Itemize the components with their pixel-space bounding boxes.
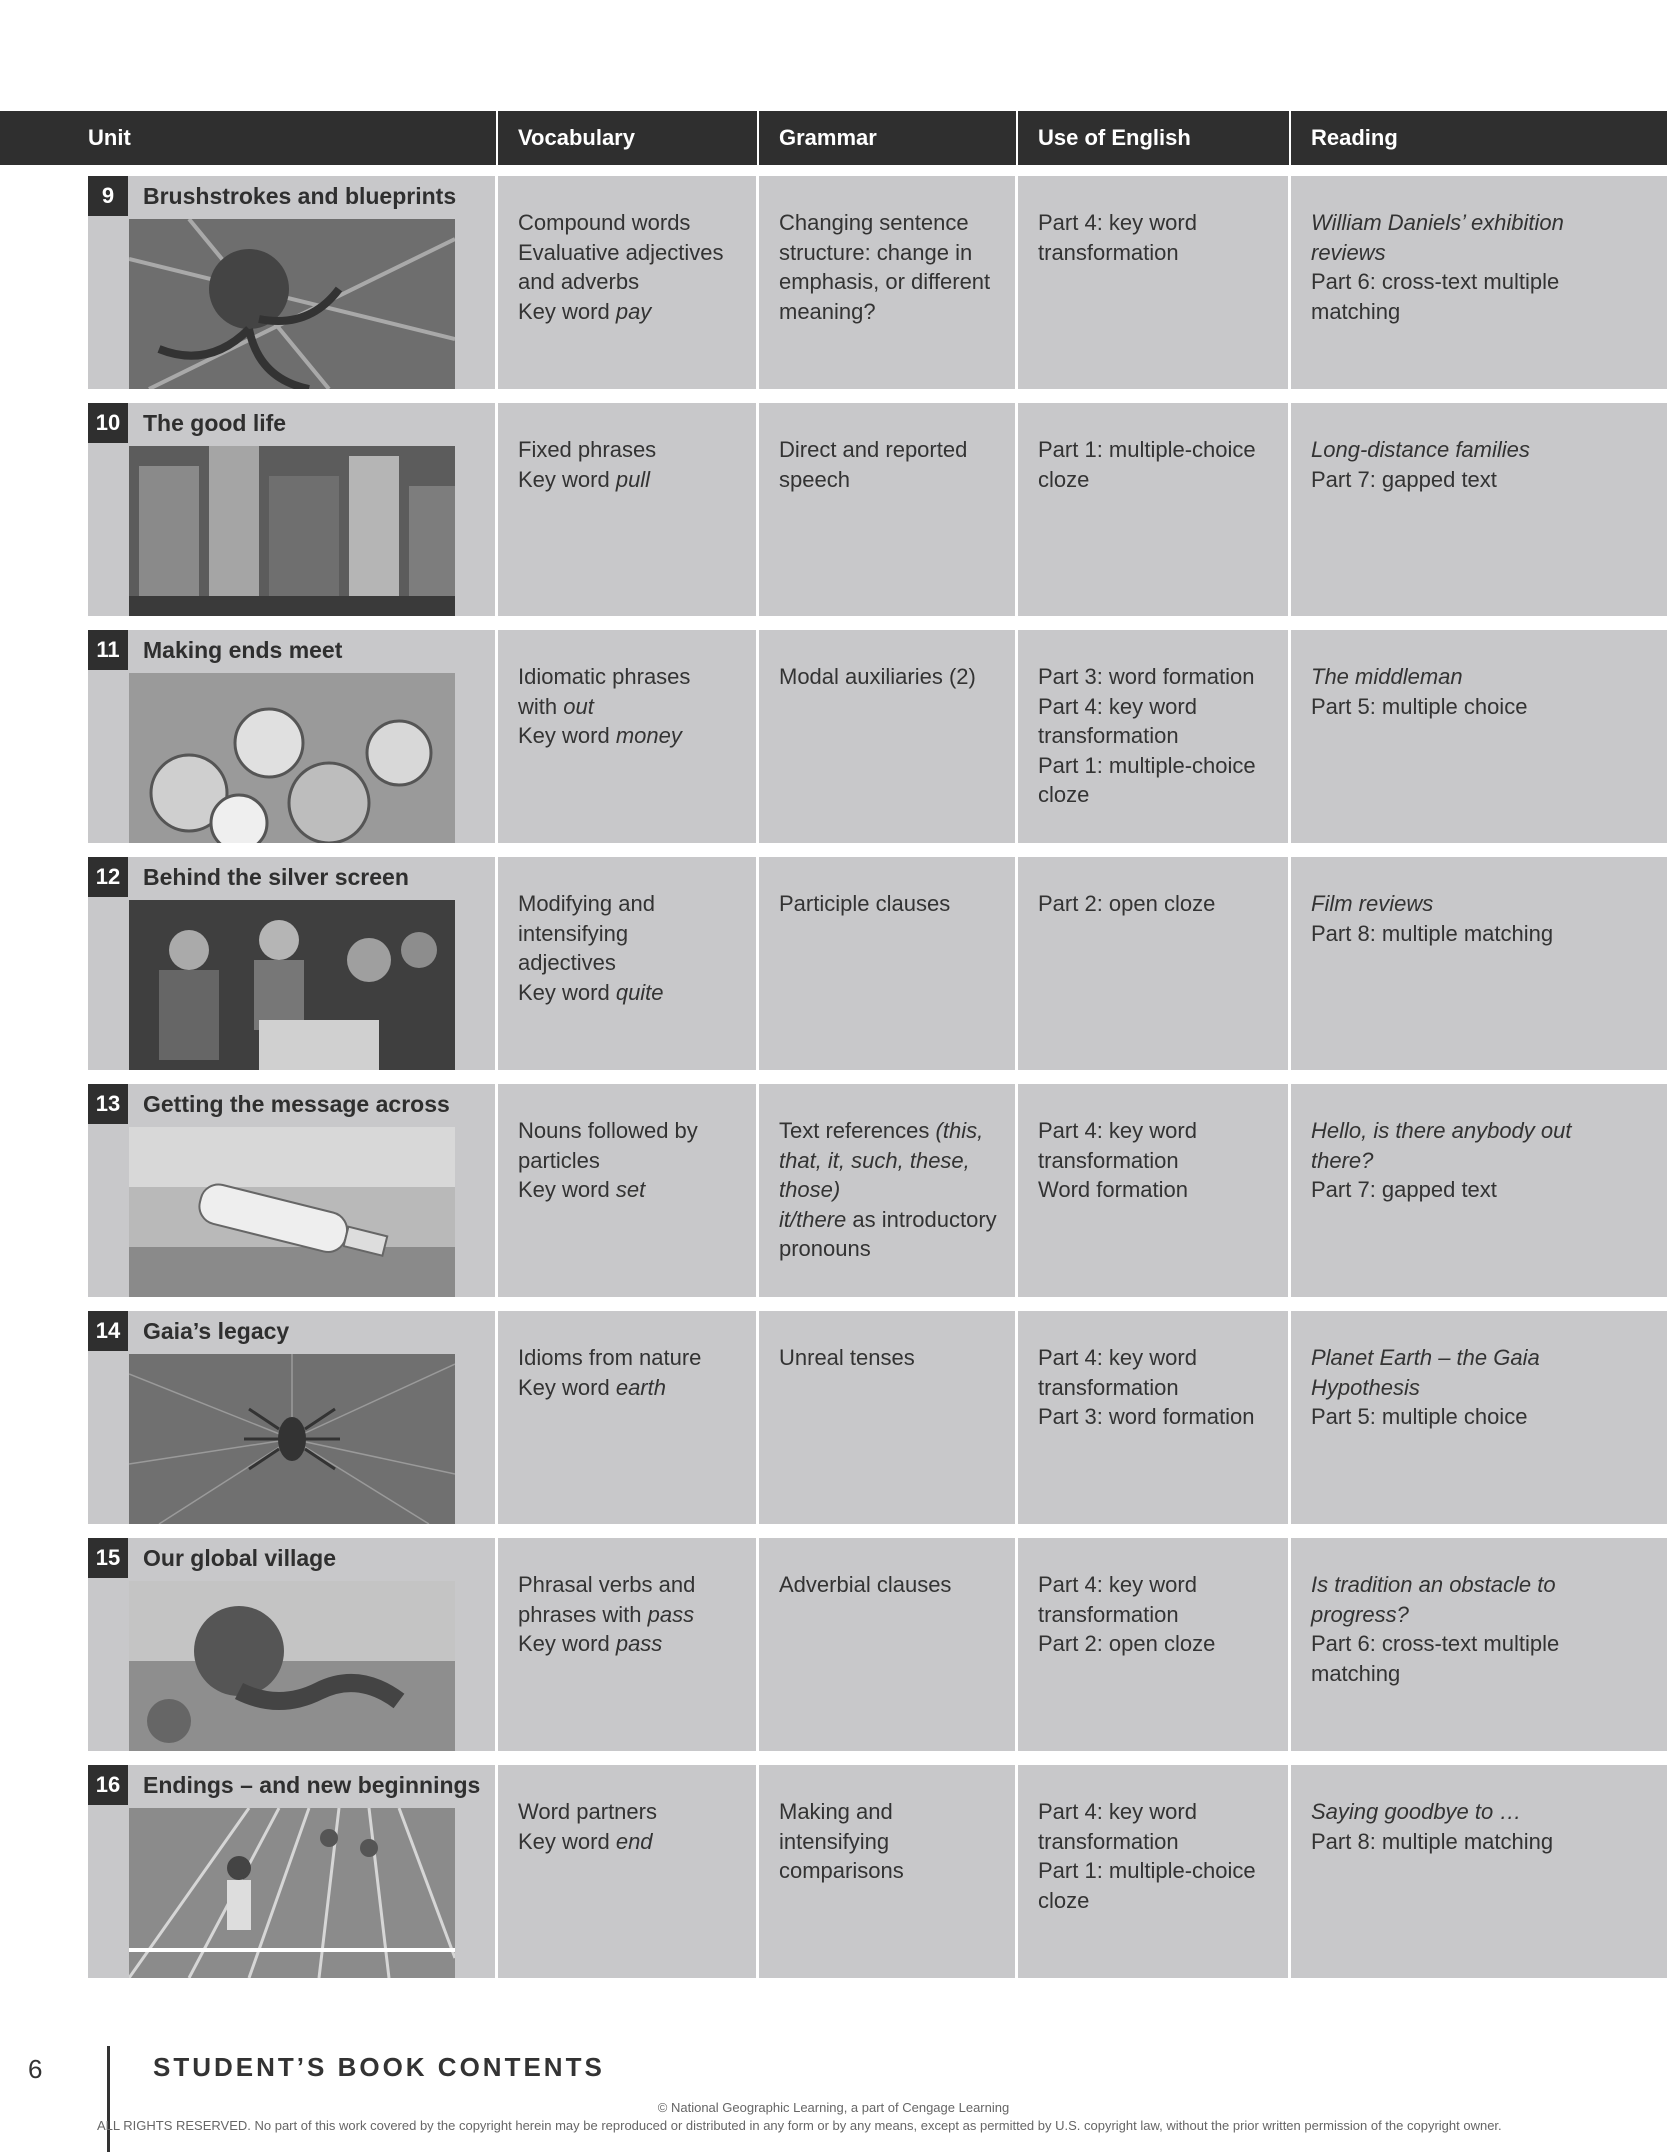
unit-photo bbox=[129, 1354, 455, 1524]
vocabulary-cell bbox=[498, 1765, 756, 1978]
vocabulary-cell bbox=[498, 630, 756, 843]
gram-line: Making and bbox=[779, 1799, 893, 1824]
read-line: Planet Earth – the Gaia bbox=[1311, 1345, 1540, 1370]
unit-title: Gaia’s legacy bbox=[143, 1318, 290, 1344]
copyright-line-1: © National Geographic Learning, a part of Cengage Learning bbox=[657, 2100, 1010, 2115]
use-of-english-cell bbox=[1018, 403, 1288, 616]
use-of-english-cell bbox=[1018, 176, 1288, 389]
voc-line: Idioms from nature bbox=[518, 1345, 702, 1370]
voc-line: Fixed phrases bbox=[518, 437, 657, 462]
voc-line: Key word end bbox=[518, 1828, 653, 1854]
use-line: Part 4: key word bbox=[1038, 1345, 1197, 1370]
use-of-english-cell bbox=[1018, 1311, 1288, 1524]
use-line: Part 4: key word bbox=[1038, 1572, 1197, 1597]
unit-title: The good life bbox=[143, 410, 287, 436]
use-line: transformation bbox=[1038, 1147, 1179, 1173]
table-row bbox=[0, 1084, 1667, 1297]
use-of-english-cell bbox=[1018, 630, 1288, 843]
reading-cell bbox=[1291, 1538, 1667, 1751]
reading-cell bbox=[1291, 403, 1667, 616]
use-line: transformation bbox=[1038, 723, 1179, 748]
voc-line: Word partners bbox=[518, 1799, 657, 1824]
voc-line: Evaluative adjectives bbox=[518, 239, 724, 265]
voc-line: Key word pay bbox=[518, 298, 652, 324]
read-line: there? bbox=[1311, 1147, 1374, 1173]
gram-line: that, it, such, these, bbox=[779, 1147, 970, 1173]
unit-photo bbox=[129, 900, 455, 1070]
unit-cell bbox=[88, 1538, 495, 1751]
unit-number: 12 bbox=[88, 857, 128, 897]
header-reading: Reading bbox=[1289, 111, 1667, 165]
read-line: The middleman bbox=[1311, 664, 1463, 689]
voc-line: Idiomatic phrases bbox=[518, 664, 691, 689]
read-line: Part 7: gapped text bbox=[1311, 466, 1497, 492]
section-title: STUDENT’S BOOK CONTENTS bbox=[153, 2052, 605, 2082]
unit-title: Brushstrokes and blueprints bbox=[143, 183, 457, 209]
gram-line: those) bbox=[779, 1177, 841, 1202]
use-of-english-cell bbox=[1018, 1538, 1288, 1751]
voc-line: Key word money bbox=[518, 723, 682, 748]
vocabulary-cell bbox=[498, 1538, 756, 1751]
use-line: transformation bbox=[1038, 239, 1179, 265]
unit-title: Getting the message across bbox=[143, 1091, 450, 1117]
unit-title: Behind the silver screen bbox=[143, 864, 409, 890]
unit-title: Endings – and new beginnings bbox=[143, 1772, 481, 1798]
read-line: matching bbox=[1311, 298, 1401, 324]
voc-line: intensifying bbox=[518, 920, 629, 946]
vocabulary-cell bbox=[498, 1084, 756, 1297]
use-line: Part 2: open cloze bbox=[1038, 1631, 1216, 1656]
reading-cell bbox=[1291, 630, 1667, 843]
unit-number: 11 bbox=[88, 630, 128, 670]
use-line: Word formation bbox=[1038, 1177, 1188, 1202]
use-line: Part 4: key word bbox=[1038, 693, 1197, 719]
use-line: Part 4: key word bbox=[1038, 1799, 1197, 1824]
unit-photo bbox=[129, 446, 455, 616]
read-line: Film reviews bbox=[1311, 891, 1434, 916]
unit-title: Our global village bbox=[143, 1545, 336, 1571]
use-line: Part 1: multiple-choice bbox=[1038, 437, 1256, 462]
grammar-cell bbox=[759, 630, 1015, 843]
use-line: Part 4: key word bbox=[1038, 1118, 1197, 1143]
table-header bbox=[0, 111, 1667, 165]
vocabulary-cell bbox=[498, 857, 756, 1070]
read-line: Is tradition an obstacle to bbox=[1311, 1572, 1556, 1597]
read-line: Hypothesis bbox=[1311, 1374, 1420, 1400]
unit-number: 16 bbox=[88, 1765, 128, 1805]
unit-cell bbox=[88, 1765, 495, 1978]
voc-line: Key word pull bbox=[518, 466, 651, 492]
gram-line: Unreal tenses bbox=[779, 1345, 915, 1370]
voc-line: Modifying and bbox=[518, 891, 655, 916]
vocabulary-cell bbox=[498, 1311, 756, 1524]
unit-cell bbox=[88, 630, 495, 843]
read-line: Hello, is there anybody out bbox=[1311, 1118, 1572, 1143]
reading-cell bbox=[1291, 1084, 1667, 1297]
page-number: 6 bbox=[28, 2054, 43, 2084]
use-of-english-cell bbox=[1018, 1765, 1288, 1978]
read-line: progress? bbox=[1311, 1601, 1409, 1627]
gram-line: comparisons bbox=[779, 1858, 904, 1883]
grammar-cell bbox=[759, 176, 1015, 389]
table-row bbox=[0, 1765, 1667, 1978]
use-line: transformation bbox=[1038, 1828, 1179, 1854]
voc-line: Key word pass bbox=[518, 1631, 663, 1656]
voc-line: Key word quite bbox=[518, 979, 664, 1005]
table-row bbox=[0, 1311, 1667, 1524]
read-line: reviews bbox=[1311, 239, 1386, 265]
unit-number: 14 bbox=[88, 1311, 128, 1351]
unit-cell bbox=[88, 403, 495, 616]
table-row bbox=[0, 630, 1667, 843]
gram-line: intensifying bbox=[779, 1828, 890, 1854]
voc-line: Key word set bbox=[518, 1177, 646, 1202]
grammar-cell bbox=[759, 403, 1015, 616]
voc-line: with out bbox=[518, 693, 594, 719]
gram-line: meaning? bbox=[779, 298, 876, 324]
use-line: Part 1: multiple-choice bbox=[1038, 752, 1256, 778]
gram-line: Adverbial clauses bbox=[779, 1572, 952, 1597]
table-row bbox=[0, 1538, 1667, 1751]
footer-divider bbox=[107, 2046, 110, 2152]
unit-number: 13 bbox=[88, 1084, 128, 1124]
unit-cell bbox=[88, 857, 495, 1070]
gram-line: Changing sentence bbox=[779, 210, 969, 235]
use-line: cloze bbox=[1038, 466, 1090, 492]
grammar-cell bbox=[759, 857, 1015, 1070]
grammar-cell bbox=[759, 1538, 1015, 1751]
gram-line: it/there as introductory bbox=[779, 1206, 997, 1232]
grammar-cell bbox=[759, 1765, 1015, 1978]
voc-line: phrases with pass bbox=[518, 1601, 695, 1627]
unit-photo bbox=[129, 219, 455, 389]
unit-photo bbox=[129, 1127, 455, 1297]
vocabulary-cell bbox=[498, 403, 756, 616]
use-line: Part 4: key word bbox=[1038, 210, 1197, 235]
vocabulary-cell bbox=[498, 176, 756, 389]
read-line: Part 8: multiple matching bbox=[1311, 1828, 1554, 1854]
gram-line: Text references (this, bbox=[779, 1118, 984, 1143]
use-line: Part 3: word formation bbox=[1038, 664, 1255, 689]
voc-line: Compound words bbox=[518, 210, 691, 235]
read-line: William Daniels’ exhibition bbox=[1311, 210, 1564, 235]
unit-cell bbox=[88, 176, 495, 389]
voc-line: and adverbs bbox=[518, 269, 640, 294]
gram-line: Direct and reported bbox=[779, 437, 968, 462]
unit-photo bbox=[129, 1808, 455, 1978]
read-line: Part 5: multiple choice bbox=[1311, 1404, 1528, 1429]
gram-line: Participle clauses bbox=[779, 891, 951, 916]
use-line: transformation bbox=[1038, 1601, 1179, 1627]
unit-photo bbox=[129, 673, 455, 843]
reading-cell bbox=[1291, 1311, 1667, 1524]
use-line: Part 3: word formation bbox=[1038, 1404, 1255, 1429]
read-line: Part 5: multiple choice bbox=[1311, 693, 1528, 719]
unit-cell bbox=[88, 1311, 495, 1524]
grammar-cell bbox=[759, 1084, 1015, 1297]
gram-line: structure: change in bbox=[779, 239, 973, 265]
voc-line: Phrasal verbs and bbox=[518, 1572, 696, 1597]
use-line: transformation bbox=[1038, 1374, 1179, 1400]
use-line: cloze bbox=[1038, 1887, 1090, 1913]
voc-line: Key word earth bbox=[518, 1374, 666, 1400]
unit-photo bbox=[129, 1581, 455, 1751]
table-row bbox=[0, 857, 1667, 1070]
gram-line: pronouns bbox=[779, 1236, 871, 1261]
reading-cell bbox=[1291, 857, 1667, 1070]
unit-title: Making ends meet bbox=[143, 637, 343, 663]
use-line: cloze bbox=[1038, 782, 1090, 807]
read-line: Saying goodbye to … bbox=[1311, 1799, 1522, 1824]
grammar-cell bbox=[759, 1311, 1015, 1524]
header-use-of-english: Use of English bbox=[1016, 111, 1289, 165]
unit-number: 10 bbox=[88, 403, 128, 443]
header-grammar: Grammar bbox=[757, 111, 1016, 165]
unit-cell bbox=[88, 1084, 495, 1297]
table-row bbox=[0, 403, 1667, 616]
voc-line: Nouns followed by bbox=[518, 1118, 698, 1143]
read-line: matching bbox=[1311, 1660, 1401, 1686]
unit-number: 9 bbox=[88, 176, 128, 216]
gram-line: Modal auxiliaries (2) bbox=[779, 664, 976, 689]
gram-line: emphasis, or different bbox=[779, 269, 991, 294]
copyright-line-2: ALL RIGHTS RESERVED. No part of this work covered by the copyright herein may be reproduced or distributed in any form or by any means, except as permitted by U.S. copyright law, without the prior written permission of the copyright owner. bbox=[97, 2118, 1502, 2133]
voc-line: particles bbox=[518, 1147, 600, 1173]
read-line: Part 6: cross-text multiple bbox=[1311, 1631, 1560, 1656]
use-of-english-cell bbox=[1018, 1084, 1288, 1297]
reading-cell bbox=[1291, 1765, 1667, 1978]
read-line: Part 6: cross-text multiple bbox=[1311, 269, 1560, 294]
read-line: Long-distance families bbox=[1311, 437, 1530, 462]
voc-line: adjectives bbox=[518, 950, 616, 975]
reading-cell bbox=[1291, 176, 1667, 389]
use-line: Part 1: multiple-choice bbox=[1038, 1858, 1256, 1883]
header-unit: Unit bbox=[88, 125, 131, 150]
read-line: Part 8: multiple matching bbox=[1311, 920, 1554, 946]
header-vocabulary: Vocabulary bbox=[496, 111, 757, 165]
unit-number: 15 bbox=[88, 1538, 128, 1578]
use-line: Part 2: open cloze bbox=[1038, 891, 1216, 916]
gram-line: speech bbox=[779, 466, 850, 492]
read-line: Part 7: gapped text bbox=[1311, 1177, 1497, 1202]
table-row bbox=[0, 176, 1667, 389]
use-of-english-cell bbox=[1018, 857, 1288, 1070]
